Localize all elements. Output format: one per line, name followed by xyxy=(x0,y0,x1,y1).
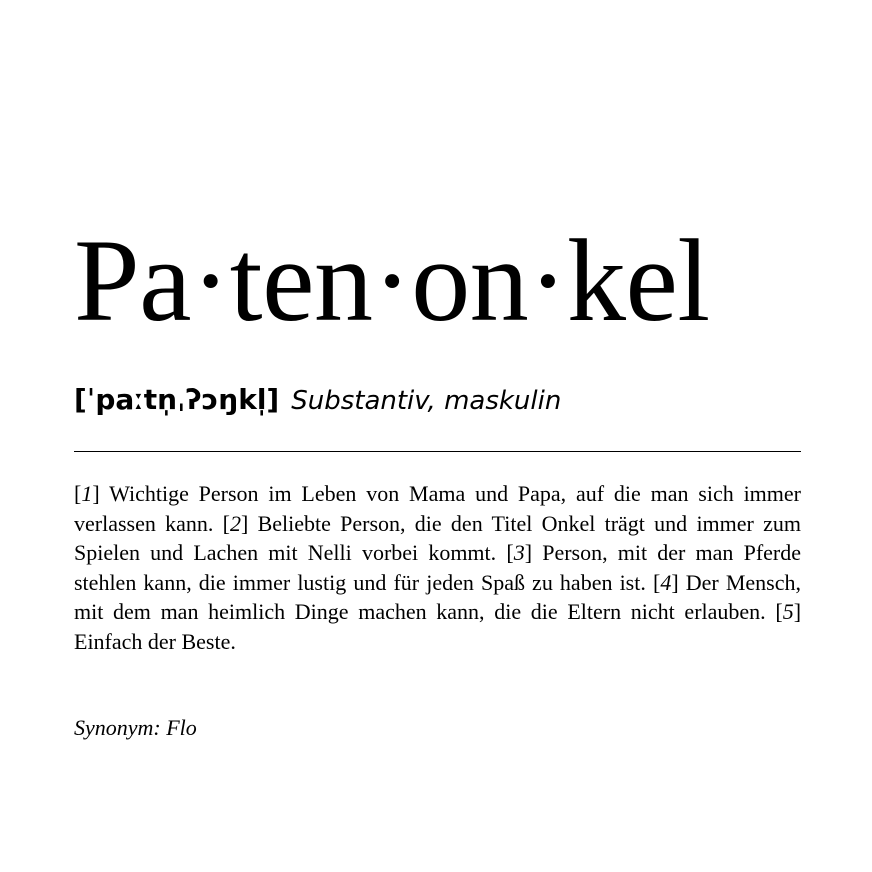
pronunciation: [ˈpaːtn̩ˌʔɔŋkl̩] xyxy=(74,383,280,416)
divider-rule xyxy=(74,451,801,452)
definitions-block: [1] Wichtige Person im Leben von Mama und Papa, auf die man sich immer verlassen kann. [2] Beliebte Person, die den Titel Onkel trägt und immer zum Spielen und Lachen mit Nelli vorbei kommt. [3] Person, mit der man Pferde stehlen kann, die immer lustig und für jeden Spaß zu haben ist. [4] Der Mensch, mit dem man heimlich Dinge machen kann, die die Eltern nicht erlauben. [5] Einfach der Beste. xyxy=(74,481,802,654)
synonym: Synonym: Flo xyxy=(74,715,197,740)
definition-text: Person, mit der man Pferde stehlen kann, die immer lustig und für jeden Spaß zu haben ist. xyxy=(74,540,802,595)
pronunciation-line xyxy=(74,383,562,416)
headword: Pa·ten·on·kel xyxy=(74,215,710,346)
definition-text: Einfach der Beste. xyxy=(74,628,236,654)
definition-text: Beliebte Person, die den Titel Onkel trägt und immer zum Spielen und Lachen mit Nelli vorbei kommt. xyxy=(74,510,802,565)
part-of-speech: Substantiv, maskulin xyxy=(291,386,562,416)
definition-number: 5 xyxy=(782,599,794,624)
definition-text: Der Mensch, mit dem man heimlich Dinge machen kann, die die Eltern nicht erlauben. xyxy=(74,569,801,624)
definition-number: 2 xyxy=(229,510,241,536)
definition-number: 1 xyxy=(81,481,93,506)
definition-number: 4 xyxy=(660,569,672,595)
definition-number: 3 xyxy=(513,540,525,565)
definition-text: Wichtige Person im Leben von Mama und Papa, auf die man sich immer verlassen kann. xyxy=(74,481,801,536)
